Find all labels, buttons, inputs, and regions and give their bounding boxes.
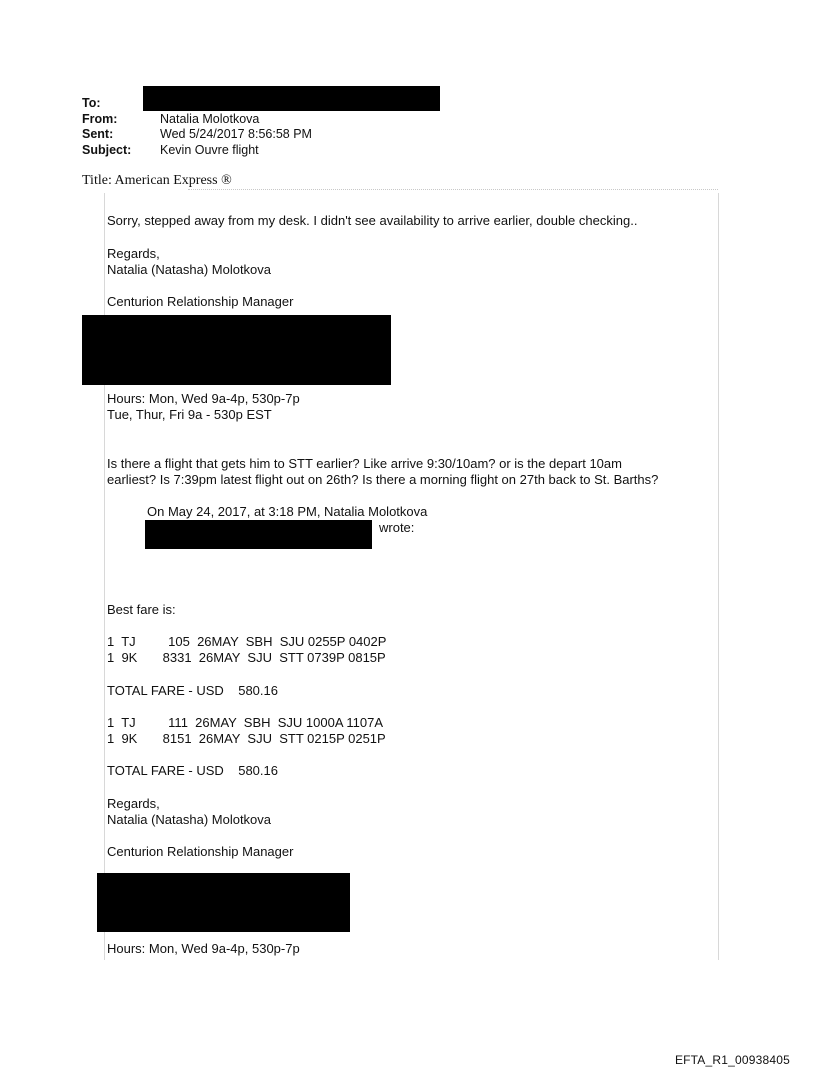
signature-name-2: Natalia (Natasha) Molotkova — [107, 812, 272, 827]
itinerary-2-line-1: 1 TJ 111 26MAY SBH SJU 1000A 1107A — [107, 715, 384, 730]
itinerary-1-line-2: 1 9K 8331 26MAY SJU STT 0739P 0815P — [107, 650, 386, 665]
reply-paragraph: Sorry, stepped away from my desk. I didn't see availability to arrive earlier, double checking.. — [107, 213, 638, 228]
quote-wrote: wrote: — [379, 520, 415, 535]
body-frame-right-border — [718, 193, 719, 960]
from-value: Natalia Molotkova — [160, 112, 260, 126]
quote-attribution: On May 24, 2017, at 3:18 PM, Natalia Molotkova — [147, 504, 428, 519]
question-line-1: Is there a flight that gets him to STT earlier? Like arrive 9:30/10am? or is the depart 10am — [107, 456, 622, 471]
hours-1-line-2: Tue, Thur, Fri 9a - 530p EST — [107, 407, 272, 422]
to-label: To: — [82, 96, 101, 110]
hours-1-line-1: Hours: Mon, Wed 9a-4p, 530p-7p — [107, 391, 300, 406]
subject-value: Kevin Ouvre flight — [160, 143, 259, 157]
document-id: EFTA_R1_00938405 — [674, 1053, 790, 1067]
sent-value: Wed 5/24/2017 8:56:58 PM — [160, 127, 312, 141]
regards-1: Regards, — [107, 246, 160, 261]
subject-label: Subject: — [82, 143, 132, 157]
signature-role-2: Centurion Relationship Manager — [107, 844, 294, 859]
question-line-2: earliest? Is 7:39pm latest flight out on 26th? Is there a morning flight on 27th back to St. Barths? — [107, 472, 659, 487]
itinerary-2-line-2: 1 9K 8151 26MAY SJU STT 0215P 0251P — [107, 731, 386, 746]
itinerary-1-line-1: 1 TJ 105 26MAY SBH SJU 0255P 0402P — [107, 634, 387, 649]
title-line: Title: American Express ® — [82, 173, 232, 188]
redaction-signature-1 — [82, 315, 391, 385]
title-divider — [188, 189, 718, 190]
regards-2: Regards, — [107, 796, 160, 811]
hours-2-line-1: Hours: Mon, Wed 9a-4p, 530p-7p — [107, 941, 300, 956]
signature-role-1: Centurion Relationship Manager — [107, 294, 294, 309]
redaction-signature-2 — [97, 873, 350, 932]
best-fare-label: Best fare is: — [107, 602, 176, 617]
redaction-quote-email — [145, 520, 372, 549]
sent-label: Sent: — [82, 127, 114, 141]
body-frame-left-border — [104, 193, 105, 960]
total-fare-2: TOTAL FARE - USD 580.16 — [107, 763, 278, 778]
total-fare-1: TOTAL FARE - USD 580.16 — [107, 683, 278, 698]
signature-name-1: Natalia (Natasha) Molotkova — [107, 262, 272, 277]
from-label: From: — [82, 112, 118, 126]
redaction-to — [143, 86, 440, 111]
